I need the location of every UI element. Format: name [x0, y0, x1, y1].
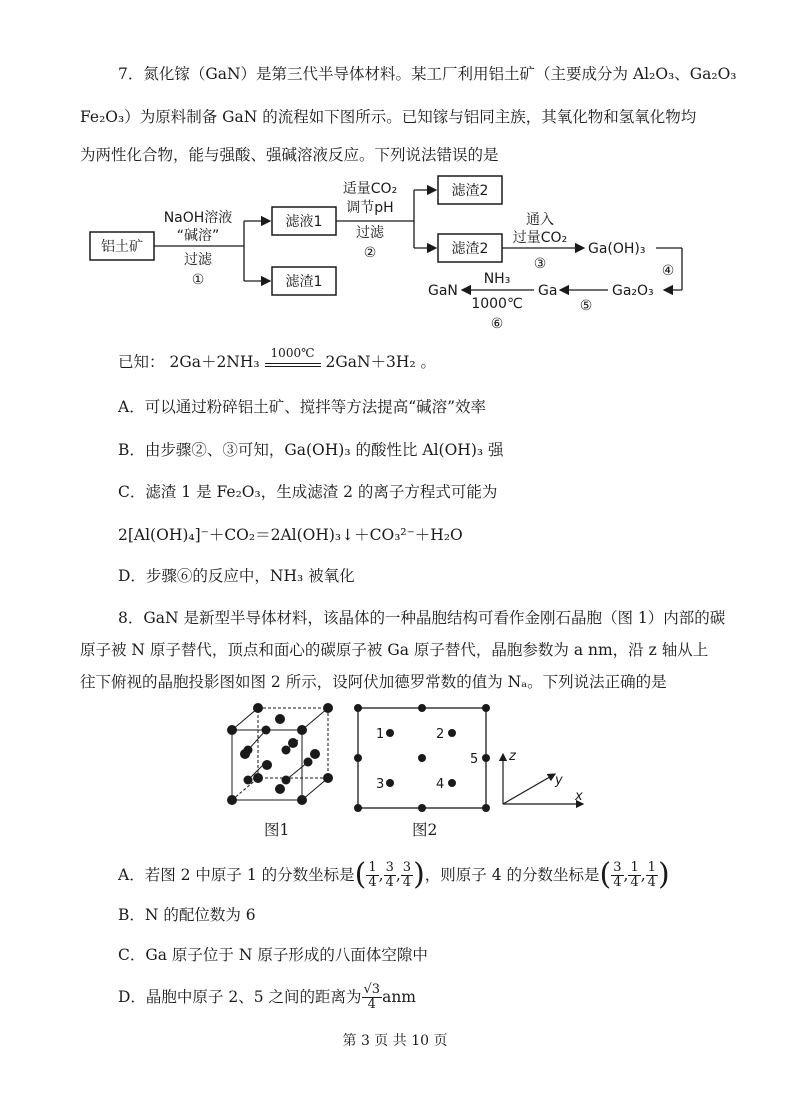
coord2-x: $\frac{3}{4}$ — [613, 859, 622, 890]
step3-verb: 通入 — [526, 212, 554, 228]
step2-name: 调节pH — [346, 200, 394, 216]
known-left: 2Ga＋2NH₃ — [169, 353, 260, 371]
q8-option-d-suffix: anm — [382, 988, 416, 1006]
residue2-top-label: 滤渣2 — [451, 183, 489, 199]
q8-line2: 原子被 N 原子替代，顶点和面心的碳原子被 Ga 原子替代，晶胞参数为 a nm，沿 z 轴从上 — [80, 641, 709, 659]
fig2-label-3: 3 — [376, 777, 385, 792]
ga-label: Ga — [538, 283, 558, 299]
figure1-diamond-cell — [218, 700, 338, 810]
step6-reagent: NH₃ — [483, 271, 511, 287]
q7-option-c: C．滤渣 1 是 Fe₂O₃，生成滤渣 2 的离子方程式可能为 — [118, 483, 498, 501]
axis-x-label: x — [575, 789, 583, 804]
q8-option-a: A．若图 2 中原子 1 的分数坐标是 ( $\frac{1}{4}$ , $\frac{3}{4}$ , $\frac{3}{4}$ ) ，则原子 4 的分数坐标是 ( $\frac{3}{4}$ , $\frac{1}{4}$ , $\frac{1}{4}$ ) — [118, 857, 670, 892]
figure1-caption: 图1 — [264, 821, 290, 839]
filtrate1-label: 滤液1 — [285, 214, 323, 230]
gaoh3-label: Ga(OH)₃ — [588, 241, 646, 257]
axes-diagram — [495, 742, 590, 812]
residue1-label: 滤渣1 — [285, 274, 323, 290]
step6-num: ⑥ — [490, 316, 504, 332]
coord1-y: $\frac{3}{4}$ — [385, 859, 394, 890]
fig2-label-4: 4 — [436, 777, 445, 792]
step1-num: ① — [191, 272, 205, 288]
coord1-z: $\frac{3}{4}$ — [402, 859, 412, 890]
step1-op: 过滤 — [184, 252, 212, 268]
known-condition: 1000℃ — [270, 346, 315, 360]
step2-num: ② — [363, 245, 377, 261]
axis-z-label: z — [509, 749, 516, 764]
residue2-bottom-label: 滤渣2 — [451, 241, 489, 257]
ga2o3-label: Ga₂O₃ — [612, 283, 654, 299]
fig2-label-5: 5 — [470, 752, 479, 767]
step3-num: ③ — [533, 256, 547, 272]
distance-fraction: $\frac{√3}{4}$ — [363, 981, 381, 1012]
figure2-caption: 图2 — [412, 821, 438, 839]
process-flow-diagram — [0, 0, 790, 340]
known-condition-arrow — [265, 346, 321, 367]
fig2-label-1: 1 — [376, 727, 385, 742]
step5-num: ⑤ — [579, 298, 593, 314]
q7-line2: Fe₂O₃）为原料制备 GaN 的流程如下图所示。已知镓与铝同主族，其氧化物和氢氧化物均 — [80, 108, 697, 126]
q8-option-d — [118, 975, 416, 1019]
step2-reagent: 适量CO₂ — [342, 181, 398, 197]
q7-option-d: D．步骤⑥的反应中，NH₃ 被氧化 — [118, 567, 355, 585]
page-footer: 第 3 页 共 10 页 — [342, 1033, 448, 1049]
q7-option-a: A．可以通过粉碎铝土矿、搅拌等方法提高“碱溶”效率 — [118, 398, 487, 416]
q8-line1: 8．GaN 是新型半导体材料，该晶体的一种晶胞结构可看作金刚石晶胞（图 1）内部的碳 — [118, 609, 726, 627]
axis-y-label: y — [555, 773, 563, 788]
step3-reagent: 过量CO₂ — [512, 230, 568, 246]
step2-op: 过滤 — [356, 225, 384, 241]
q8-option-a-prefix: A．若图 2 中原子 1 的分数坐标是 — [118, 866, 355, 884]
fig2-label-2: 2 — [436, 727, 445, 742]
q8-option-d-prefix: D．晶胞中原子 2、5 之间的距离为 — [118, 988, 362, 1006]
q7-option-b: B．由步骤②、③可知，Ga(OH)₃ 的酸性比 Al(OH)₃ 强 — [118, 441, 504, 459]
ore-label: 铝土矿 — [101, 239, 143, 255]
step1-reagent: NaOH溶液 — [163, 210, 233, 226]
step1-name: “碱溶” — [176, 228, 220, 244]
q8-option-c: C．Ga 原子位于 N 原子形成的八面体空隙中 — [118, 946, 428, 964]
step6-temp: 1000℃ — [471, 296, 523, 312]
q7-option-c-equation: 2[Al(OH)₄]⁻＋CO₂＝2Al(OH)₃↓＋CO₃²⁻＋H₂O — [118, 526, 463, 544]
q7-line1: 7．氮化镓（GaN）是第三代半导体材料。某工厂利用铝土矿（主要成分为 Al₂O₃、Ga₂O₃ — [118, 65, 737, 83]
coord2-y: $\frac{1}{4}$ — [630, 859, 639, 890]
step4-num: ④ — [661, 263, 675, 279]
gan-label: GaN — [428, 283, 458, 299]
known-equation — [118, 346, 437, 372]
q8-line3: 往下俯视的晶胞投影图如图 2 所示，设阿伏加德罗常数的值为 Nₐ。下列说法正确的是 — [80, 673, 667, 691]
known-prefix: 已知： — [118, 353, 165, 371]
known-right: 2GaN＋3H₂ 。 — [325, 353, 437, 371]
figure2-projection — [350, 700, 500, 815]
q8-option-b: B．N 的配位数为 6 — [118, 906, 256, 924]
q8-option-a-mid: ，则原子 4 的分数坐标是 — [424, 866, 600, 884]
q7-line3: 为两性化合物，能与强酸、强碱溶液反应。下列说法错误的是 — [80, 146, 499, 164]
coord1-x: $\frac{1}{4}$ — [368, 859, 377, 890]
coord2-z: $\frac{1}{4}$ — [647, 859, 656, 890]
